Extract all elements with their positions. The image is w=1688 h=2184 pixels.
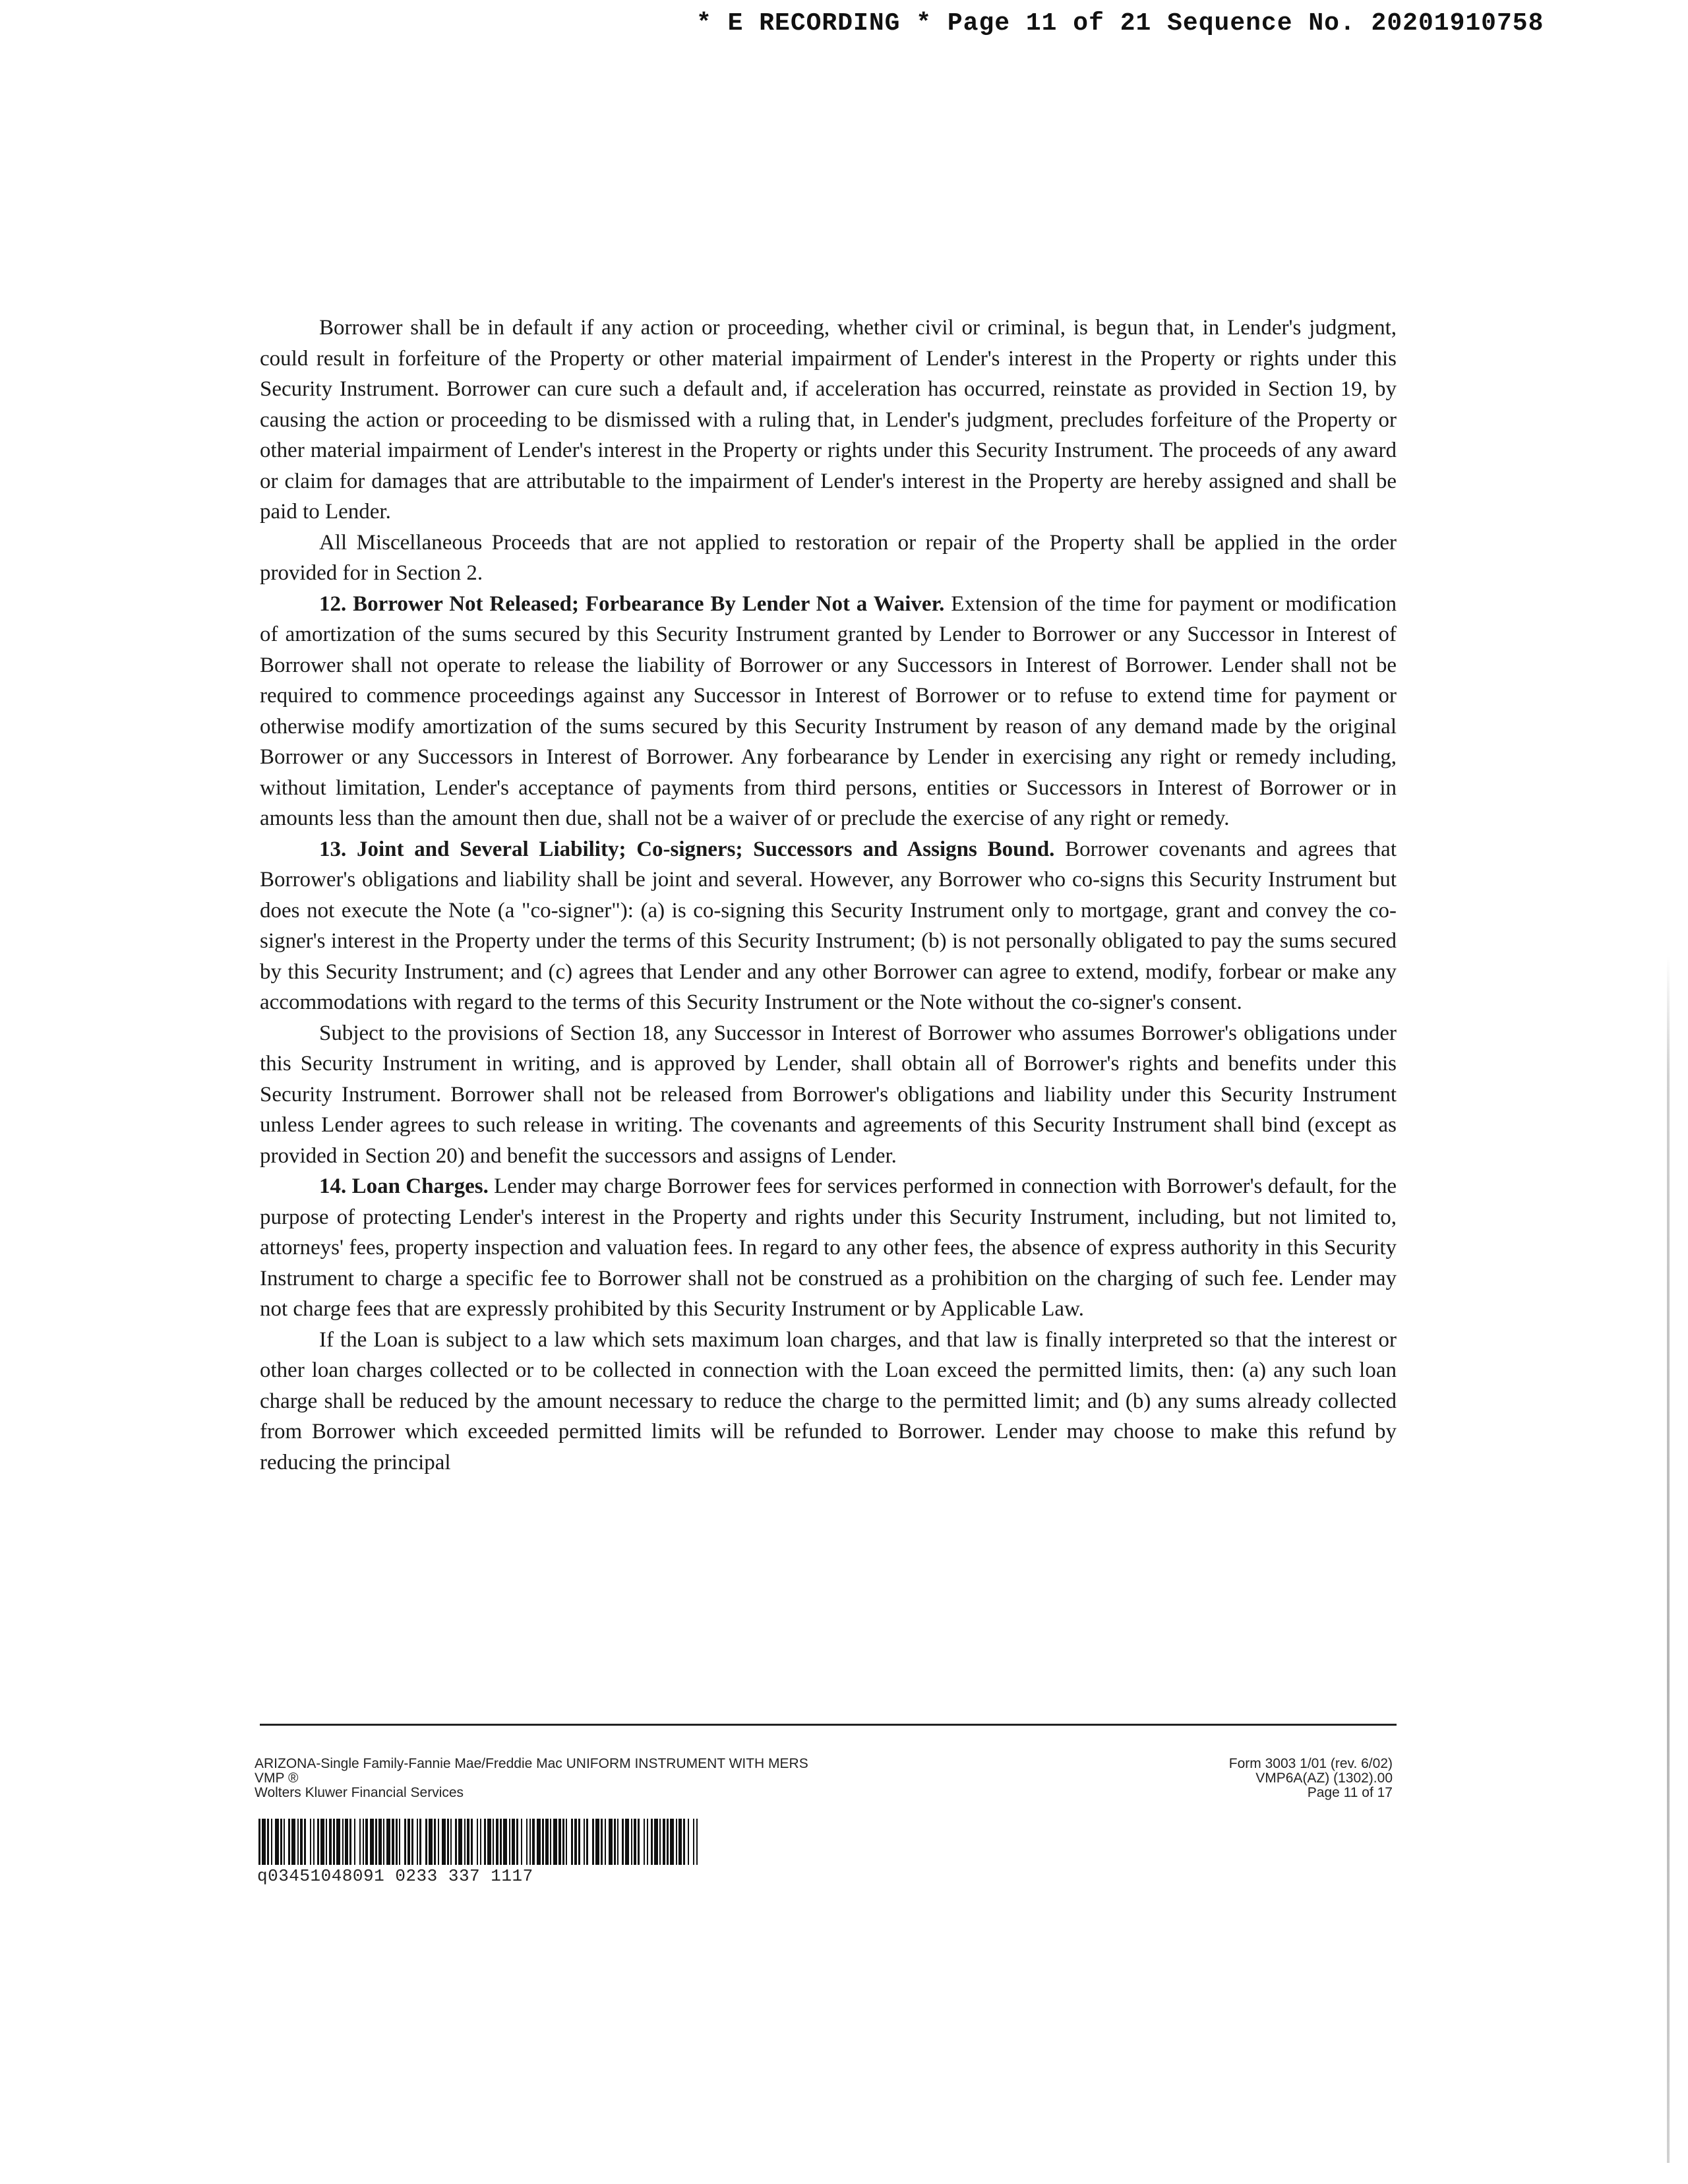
section-14-heading: 14. Loan Charges. [319,1174,489,1198]
section-12-heading: 12. Borrower Not Released; Forbearance By Lender Not a Waiver. [319,592,945,616]
section-14-text: Lender may charge Borrower fees for services performed in connection with Borrower's default, for the purpose of protecting Lender's interest in the Property and rights under this Security Instrument, including, but not limited to, attorneys' fees, property inspection and valuation fees. In regard to any other fees, the absence of express authority in this Security Instrument to charge a specific fee to Borrower shall not be construed as a prohibition on the charging of such fee. Lender may not charge fees that are expressly prohibited by this Security Instrument or by Applicable Law. [260,1174,1397,1321]
footer-page-number: Page 11 of 17 [1307,1785,1393,1800]
barcode-number: q03451048091 0233 337 1117 [257,1866,533,1886]
footer-vmp-code: VMP6A(AZ) (1302).00 [1255,1771,1393,1786]
section-13-text: Borrower covenants and agrees that Borrower's obligations and liability shall be joint and several. However, any Borrower who co-signs this Security Instrument but does not execute the Note (a "co-signer"): (a) is co-signing this Security Instrument only to mortgage, grant and convey the co-signer's interest in the Property under the terms of this Security Instrument; (b) is not personally obligated to pay the sums secured by this Security Instrument; and (c) agrees that Lender and any other Borrower can agree to extend, modify, forbear or make any accommodations with regard to the terms of this Security Instrument or the Note without the co-signer's consent. [260,837,1397,1014]
section-13-heading: 13. Joint and Several Liability; Co-signers; Successors and Assigns Bound. [319,837,1055,861]
footer-publisher: Wolters Kluwer Financial Services [255,1785,464,1800]
section-12 [260,589,1397,834]
footer-divider [260,1724,1397,1726]
paragraph-maximum-loan-charges: If the Loan is subject to a law which sets maximum loan charges, and that law is finally interpreted so that the interest or other loan charges collected or to be collected in connection with the Loan exceed the permitted limits, then: (a) any such loan charge shall be reduced by the amount necessary to reduce the charge to the permitted limit; and (b) any sums already collected from Borrower which exceeded permitted limits will be refunded to Borrower. Lender may choose to make this refund by reducing the principal [260,1327,1397,1474]
footer-form-title: ARIZONA-Single Family-Fannie Mae/Freddie Mac UNIFORM INSTRUMENT WITH MERS [255,1756,808,1771]
footer-vmp: VMP ® [255,1771,299,1786]
document-body [260,313,1397,1478]
paragraph-default-action: Borrower shall be in default if any action or proceeding, whether civil or criminal, is begun that, in Lender's judgment, could result in forfeiture of the Property or other material impairment of Lender's interest in the Property or rights under this Security Instrument. Borrower can cure such a default and, if acceleration has occurred, reinstate as provided in Section 19, by causing the action or proceeding to be dismissed with a ruling that, in Lender's judgment, precludes forfeiture of the Property or other material impairment of Lender's interest in the Property or rights under this Security Instrument. The proceeds of any award or claim for damages that are attributable to the impairment of Lender's interest in the Property are hereby assigned and shall be paid to Lender. [260,316,1397,524]
section-13 [260,834,1397,1018]
footer-form-revision: Form 3003 1/01 (rev. 6/02) [1228,1756,1393,1771]
footer-form-info [255,1757,980,1800]
barcode-icon [257,1819,699,1865]
paragraph-successors: Subject to the provisions of Section 18, any Successor in Interest of Borrower who assumes Borrower's obligations under this Security Instrument in writing, and is approved by Lender, shall obtain all of Borrower's rights and benefits under this Security Instrument. Borrower shall not be released from Borrower's obligations and liability under this Security Instrument unless Lender agrees to such release in writing. The covenants and agreements of this Security Instrument shall bind (except as provided in Section 20) and benefit the successors and assigns of Lender. [260,1021,1397,1168]
section-14 [260,1171,1397,1325]
footer-form-number [1121,1757,1393,1800]
recording-header: * E RECORDING * Page 11 of 21 Sequence No. 20201910758 [696,9,1544,38]
paragraph-miscellaneous-proceeds: All Miscellaneous Proceeds that are not applied to restoration or repair of the Property shall be applied in the order provided for in Section 2. [260,530,1397,585]
scan-edge-artifact [1667,956,1670,2163]
section-12-text: Extension of the time for payment or modification of amortization of the sums secured by this Security Instrument granted by Lender to Borrower or any Successor in Interest of Borrower shall not operate to release the liability of Borrower or any Successors in Interest of Borrower. Lender shall not be required to commence proceedings against any Successor in Interest of Borrower or to refuse to extend time for payment or otherwise modify amortization of the sums secured by this Security Instrument by reason of any demand made by the original Borrower or any Successors in Interest of Borrower. Any forbearance by Lender in exercising any right or remedy including, without limitation, Lender's acceptance of payments from third persons, entities or Successors in Interest of Borrower or in amounts less than the amount then due, shall not be a waiver of or preclude the exercise of any right or remedy. [260,592,1397,830]
